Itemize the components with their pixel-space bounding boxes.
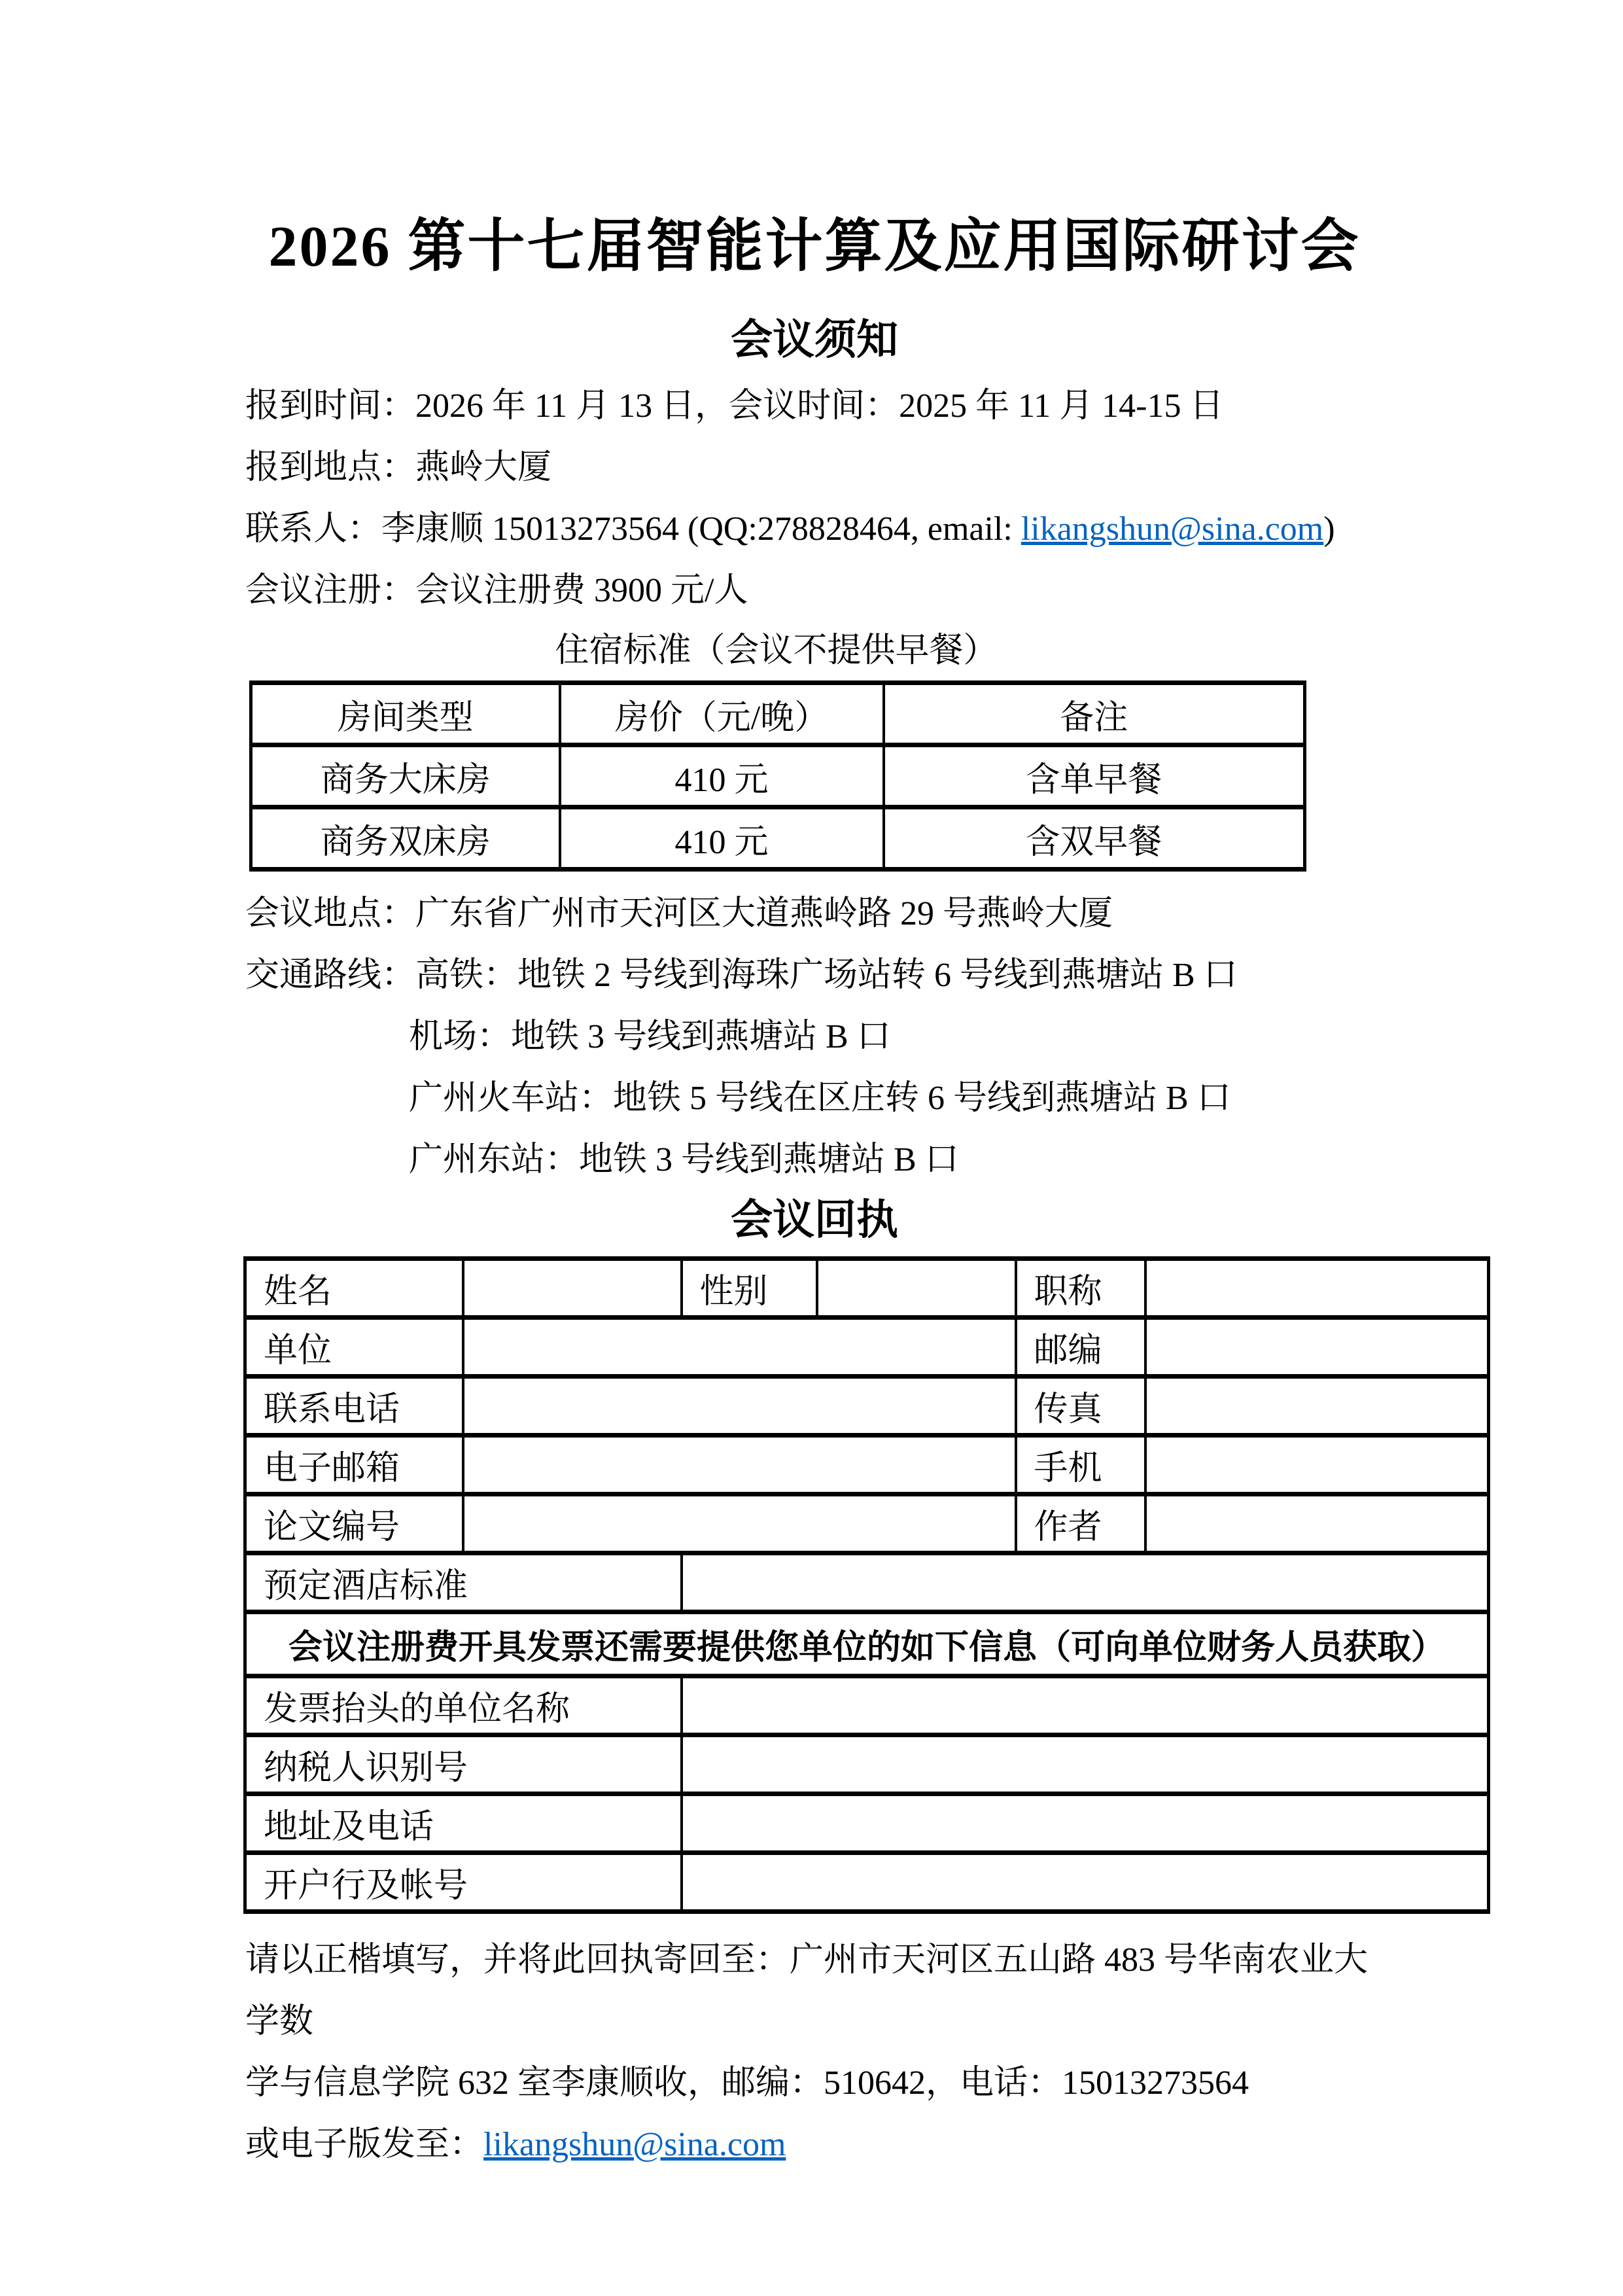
reply-row-paper bbox=[245, 1494, 1489, 1553]
reply-row-hotel-standard bbox=[245, 1553, 1489, 1612]
reply-row-name bbox=[245, 1258, 1489, 1317]
venue-transport-section bbox=[245, 883, 1427, 1191]
footer-email-line bbox=[245, 2114, 1384, 2176]
transport-line-railway: 广州火车站：地铁 5 号线在区庄转 6 号线到燕塘站 B 口 bbox=[409, 1080, 1231, 1118]
reply-row-phone bbox=[245, 1376, 1489, 1435]
label-title: 职称 bbox=[1016, 1258, 1145, 1317]
label-paper-id: 论文编号 bbox=[245, 1494, 463, 1553]
field-email-blank bbox=[463, 1435, 1016, 1494]
field-title-blank bbox=[1145, 1258, 1489, 1317]
footer-section bbox=[245, 1930, 1427, 2176]
registration-place-line: 报到地点：燕岭大厦 bbox=[245, 449, 552, 487]
contact-line-suffix: ) bbox=[1323, 510, 1335, 548]
reply-row-taxpayer bbox=[245, 1735, 1489, 1793]
contact-line-prefix: 联系人：李康顺 15013273564 (QQ:278828464, email: bbox=[245, 510, 1021, 548]
hotel-header-remark: 备注 bbox=[884, 683, 1305, 745]
footer-mailing-line1: 请以正楷填写，并将此回执寄回至：广州市天河区五山路 483 号华南农业大学数 bbox=[245, 1941, 1369, 2040]
label-taxpayer-id: 纳税人识别号 bbox=[245, 1735, 682, 1793]
hotel-remark-cell: 含单早餐 bbox=[884, 745, 1305, 807]
label-address-phone: 地址及电话 bbox=[245, 1793, 682, 1852]
field-paper-id-blank bbox=[463, 1494, 1016, 1553]
hotel-table-caption: 住宿标准（会议不提供早餐） bbox=[555, 632, 998, 670]
footer-mailing-line2: 学与信息学院 632 室李康顺收，邮编：510642，电话：15013273564 bbox=[245, 2064, 1249, 2102]
hotel-room-type-cell: 商务大床房 bbox=[251, 745, 560, 807]
label-email: 电子邮箱 bbox=[245, 1435, 463, 1494]
footer-email-prefix: 或电子版发至： bbox=[245, 2125, 484, 2163]
field-phone-blank bbox=[463, 1376, 1016, 1435]
contact-email-link[interactable]: likangshun@sina.com bbox=[1021, 510, 1324, 548]
label-bank-account: 开户行及帐号 bbox=[245, 1852, 682, 1911]
hotel-header-price: 房价（元/晚） bbox=[560, 683, 884, 745]
invoice-note: 会议注册费开具发票还需要提供您单位的如下信息（可向单位财务人员获取） bbox=[245, 1612, 1489, 1676]
hotel-room-type-cell: 商务双床房 bbox=[251, 807, 560, 870]
hotel-price-cell: 410 元 bbox=[560, 745, 884, 807]
contact-line bbox=[245, 499, 1384, 560]
field-taxpayer-id-blank bbox=[682, 1735, 1489, 1793]
reply-row-bank bbox=[245, 1852, 1489, 1911]
reply-row-invoice-company bbox=[245, 1676, 1489, 1735]
field-hotel-standard-blank bbox=[682, 1553, 1489, 1612]
field-address-phone-blank bbox=[682, 1793, 1489, 1852]
venue-line: 会议地点：广东省广州市天河区大道燕岭路 29 号燕岭大厦 bbox=[245, 895, 1113, 933]
hotel-price-cell: 410 元 bbox=[560, 807, 884, 870]
footer-email-link[interactable]: likangshun@sina.com bbox=[483, 2125, 786, 2163]
field-organization-blank bbox=[463, 1317, 1016, 1376]
field-name-blank bbox=[463, 1258, 682, 1317]
page-title: 2026 第十七届智能计算及应用国际研讨会 bbox=[268, 215, 1361, 279]
label-gender: 性别 bbox=[682, 1258, 817, 1317]
label-mobile: 手机 bbox=[1016, 1435, 1145, 1494]
field-fax-blank bbox=[1145, 1376, 1489, 1435]
label-invoice-company: 发票抬头的单位名称 bbox=[245, 1676, 682, 1735]
label-postcode: 邮编 bbox=[1016, 1317, 1145, 1376]
field-gender-blank bbox=[817, 1258, 1016, 1317]
label-phone: 联系电话 bbox=[245, 1376, 463, 1435]
field-postcode-blank bbox=[1145, 1317, 1489, 1376]
field-bank-account-blank bbox=[682, 1852, 1489, 1911]
registration-fee-line: 会议注册：会议注册费 3900 元/人 bbox=[245, 572, 748, 610]
reply-form-table bbox=[243, 1256, 1490, 1914]
hotel-row-single bbox=[251, 745, 1305, 807]
transport-line-highspeed: 交通路线：高铁：地铁 2 号线到海珠广场站转 6 号线到燕塘站 B 口 bbox=[245, 957, 1238, 995]
label-organization: 单位 bbox=[245, 1317, 463, 1376]
reply-row-organization bbox=[245, 1317, 1489, 1376]
field-author-blank bbox=[1145, 1494, 1489, 1553]
notice-heading: 会议须知 bbox=[731, 316, 898, 363]
hotel-header-room-type: 房间类型 bbox=[251, 683, 560, 745]
hotel-standards-table bbox=[249, 680, 1306, 872]
hotel-remark-cell: 含双早餐 bbox=[884, 807, 1305, 870]
notice-section bbox=[245, 376, 1427, 622]
transport-line-eaststation: 广州东站：地铁 3 号线到燕塘站 B 口 bbox=[409, 1141, 959, 1179]
hotel-row-double bbox=[251, 807, 1305, 870]
reply-heading: 会议回执 bbox=[731, 1197, 898, 1244]
label-author: 作者 bbox=[1016, 1494, 1145, 1553]
field-mobile-blank bbox=[1145, 1435, 1489, 1494]
reply-row-email bbox=[245, 1435, 1489, 1494]
label-name: 姓名 bbox=[245, 1258, 463, 1317]
registration-time-line: 报到时间：2026 年 11 月 13 日，会议时间：2025 年 11 月 14-15 日 bbox=[245, 387, 1224, 425]
field-invoice-company-blank bbox=[682, 1676, 1489, 1735]
label-hotel-standard: 预定酒店标准 bbox=[245, 1553, 682, 1612]
reply-row-invoice-note bbox=[245, 1612, 1489, 1676]
label-fax: 传真 bbox=[1016, 1376, 1145, 1435]
transport-line-airport: 机场：地铁 3 号线到燕塘站 B 口 bbox=[409, 1018, 891, 1056]
reply-row-address bbox=[245, 1793, 1489, 1852]
hotel-header-row bbox=[251, 683, 1305, 745]
